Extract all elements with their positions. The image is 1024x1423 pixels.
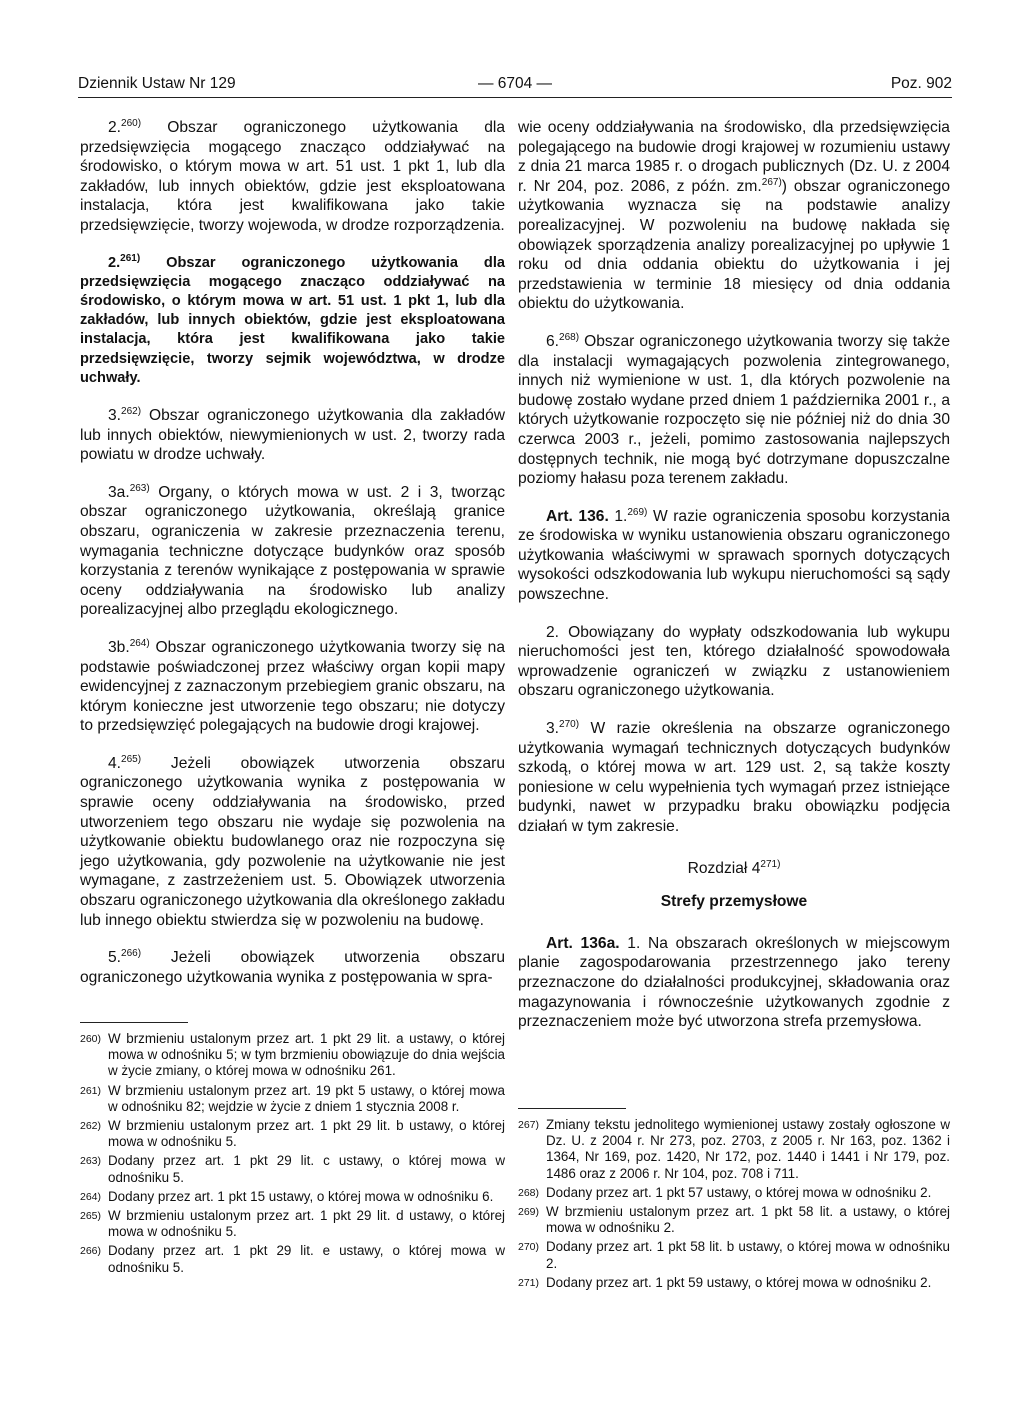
footnote-divider: [80, 1022, 188, 1023]
footnote: 265) W brzmieniu ustalonym przez art. 1 pkt 29 lit. d ustawy, o której mowa w odnośniku 5.: [80, 1208, 505, 1240]
footnote: 270) Dodany przez art. 1 pkt 58 lit. b ustawy, o której mowa w odnośniku 2.: [518, 1239, 950, 1271]
footnote: 264) Dodany przez art. 1 pkt 15 ustawy, o której mowa w odnośniku 6.: [80, 1188, 494, 1204]
footnote: 260) W brzmieniu ustalonym przez art. 1 pkt 29 lit. a ustawy, o której mowa w odnośniku 5; w tym brzmieniu obowiązuje do dnia wejścia w życie zmiany, o której mowa w odnośniku 261.: [80, 1031, 505, 1079]
journal-title: Dziennik Ustaw Nr 129: [78, 75, 236, 92]
header-divider: [78, 97, 952, 98]
paragraph-2-260: 2.$^{260)}$ Obszar ograniczonego użytkowania dla przedsięwzięcia mogącego znacząco oddziaływać na środowisko, o którym mowa w art. 51 ust. 1 pkt 1, lub dla zakładów, lub innych obiektów, gdzie jest eksploatowana instalacja, która jest kwalifikowana jako takie przedsięwzięcie, tworzy wojewoda, w drodze rozporządzenia.: [80, 117, 505, 234]
left-column: [80, 118, 505, 1005]
chapter-heading: Rozdział 4$^{271)}$: [687, 858, 781, 877]
paragraph-3b-264: 3b.$^{264)}$ Obszar ograniczonego użytkowania tworzy się na podstawie poświadczonej przez właściwy organ kopii mapy ewidencyjnej z zaznaczonym przebiegiem granic obszaru, na którym konieczne jest utworzenie tego obszaru; nie dotyczy to przedsięwzięć polegających na budowie drogi krajowej.: [80, 637, 505, 735]
paragraph-3a-263: 3a.$^{263)}$ Organy, o których mowa w ust. 2 i 3, tworząc obszar ograniczonego użytkowania, określają granice obszaru, ograniczenia w zakresie przeznaczenia terenu, wymagania techniczne dotyczące budynków oraz sposób korzystania z terenów wynikające z postępowania w sprawie oceny oddziaływania na środowisko lub analizy porealizacyjnej albo przeglądu ekologicznego.: [80, 482, 505, 619]
footnote-divider: [518, 1108, 626, 1109]
footnote: 268) Dodany przez art. 1 pkt 57 ustawy, o której mowa w odnośniku 2.: [518, 1184, 932, 1200]
footnote: 261) W brzmieniu ustalonym przez art. 19 pkt 5 ustawy, o której mowa w odnośniku 82; wejdzie w życie z dniem 1 stycznia 2008 r.: [80, 1082, 505, 1114]
right-footnotes: [518, 1098, 950, 1294]
footnote: 269) W brzmieniu ustalonym przez art. 1 pkt 58 lit. a ustawy, o której mowa w odnośniku 2.: [518, 1204, 950, 1236]
paragraph-3-262: 3.$^{262)}$ Obszar ograniczonego użytkowania dla zakładów lub innych obiektów, niewymienionych w ust. 2, tworzy rada powiatu w drodze uchwały.: [80, 405, 505, 464]
chapter-title: Strefy przemysłowe: [660, 893, 808, 911]
paragraph-2-261: 2.$^{261)}$ Obszar ograniczonego użytkowania dla przedsięwzięcia mogącego znacząco oddziaływać na środowisko, o którym mowa w art. 51 ust. 1 pkt 1, lub dla zakładów, lub innych obiektów, gdzie jest eksploatowana instalacja, która jest kwalifikowana jako takie przedsięwzięcie, tworzy sejmik województwa, w drodze uchwały.: [80, 252, 505, 386]
footnote: 267) Zmiany tekstu jednolitego wymienionej ustawy zostały ogłoszone w Dz. U. z 2004 r. Nr 273, poz. 2703, z 2005 r. Nr 163, poz. 1362 i 1364, Nr 169, poz. 1420, Nr 172, poz. 1440 i 1441 i Nr 179, poz. 1486 oraz z 2006 r. Nr 104, poz. 708 i 711.: [518, 1117, 950, 1181]
article-136-paragraph-1: Art. 136. 1.$^{269)}$ W razie ograniczenia sposobu korzystania ze środowiska w wyniku ustanowienia obszaru ograniczonego użytkowania właściwymi w sprawach spornych dotyczących wysokości odszkodowania lub wykupu nieruchomości są sądy powszechne.: [518, 506, 950, 604]
position-number: Poz. 902: [890, 75, 952, 92]
footnote: 271) Dodany przez art. 1 pkt 59 ustawy, o której mowa w odnośniku 2.: [518, 1274, 932, 1290]
paragraph-6-268: 6.$^{268)}$ Obszar ograniczonego użytkowania tworzy się także dla instalacji wymagających pozwolenia zintegrowanego, innych niż wymienione w ust. 1, dla których pozwolenie na budowę zostało wydane przed dniem 1 października 2001 r., a których użytkowanie rozpoczęto się nie później niż do dnia 30 czerwca 2003 r., jeżeli, pomimo zastosowania najlepszych dostępnych technik, nie mogą być dotrzymane dopuszczalne poziomy hałasu poza terenem zakładu.: [518, 331, 950, 488]
footnote: 262) W brzmieniu ustalonym przez art. 1 pkt 29 lit. b ustawy, o której mowa w odnośniku 5.: [80, 1118, 505, 1150]
paragraph-4-265: 4.$^{265)}$ Jeżeli obowiązek utworzenia obszaru ograniczonego użytkowania wynika z postępowania w sprawie oceny oddziaływania na środowisko, przed utworzeniem tego obszaru nie wydaje się pozwolenia na użytkowanie obiektu budowlanego oraz nie rozpoczyna się jego użytkowania, gdy pozwolenie na użytkowanie nie jest wymagane, z zastrzeżeniem ust. 5. Obowiązek utworzenia obszaru ograniczonego użytkowania dla określonego zakładu lub innego obiektu stwierdza się w pozwoleniu na budowę.: [80, 753, 505, 929]
right-column: [518, 118, 950, 1050]
article-136a-paragraph-1: Art. 136a. 1. Na obszarach określonych w miejscowym planie zagospodarowania przestrzennego jako tereny przeznaczone do działalności produkcyjnej, składowania oraz magazynowania i równocześnie użytkowanych zgodnie z przeznaczeniem może być utworzona strefa przemysłowa.: [518, 934, 950, 1031]
paragraph-5-266: 5.$^{266)}$ Jeżeli obowiązek utworzenia obszaru ograniczonego użytkowania wynika z postępowania w spra-: [80, 948, 505, 986]
article-136-paragraph-3: 3.$^{270)}$ W razie określenia na obszarze ograniczonego użytkowania wymagań technicznych dotyczących budynków szkodą, o której mowa w art. 129 ust. 2, są także koszty poniesione w celu wypełnienia tych wymagań przez istniejące budynki, nawet w przypadku braku obowiązku podjęcia działań w tym zakresie.: [518, 718, 950, 835]
page-header: [78, 75, 952, 99]
paragraph-continuation: wie oceny oddziaływania na środowisko, dla przedsięwzięcia polegającego na budowie drogi krajowej w rozumieniu ustawy z dnia 21 marca 1985 r. o drogach publicznych (Dz. U. z 2004 r. Nr 204, poz. 2086, z późn. zm.$^{267)}$) obszar ograniczonego użytkowania wyznacza się na podstawie analizy porealizacyjnej. W pozwoleniu na budowę nakłada się obowiązek sporządzenia analizy porealizacyjnej po upływie 1 roku od dnia oddania obiektu do użytkowania i jej przedstawienia w terminie 18 miesięcy od dnia oddania obiektu do użytkowania.: [518, 119, 951, 313]
article-136-paragraph-2: 2. Obowiązany do wypłaty odszkodowania lub wykupu nieruchomości jest ten, którego działalność spowodowała wprowadzenie ograniczeń w związku z ustanowieniem obszaru ograniczonego użytkowania.: [518, 623, 950, 700]
page-number: — 6704 —: [477, 75, 553, 92]
footnote: 266) Dodany przez art. 1 pkt 29 lit. e ustawy, o której mowa w odnośniku 5.: [80, 1243, 505, 1275]
footnote: 263) Dodany przez art. 1 pkt 29 lit. c ustawy, o której mowa w odnośniku 5.: [80, 1153, 505, 1185]
left-footnotes: [80, 1012, 505, 1279]
